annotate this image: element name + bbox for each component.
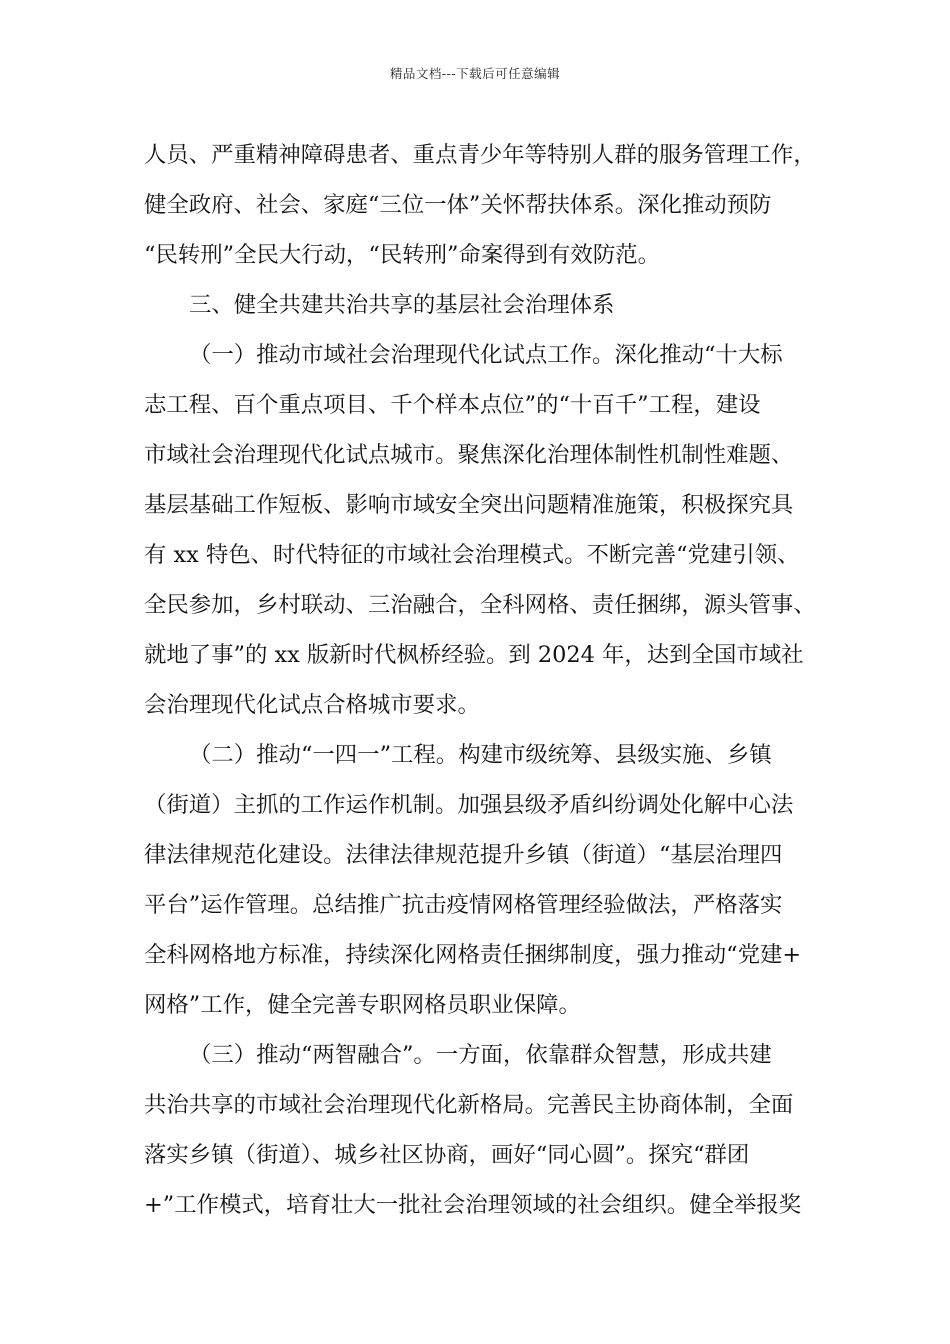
document-body bbox=[144, 130, 816, 1230]
paragraph-start: （一）推动市域社会治理现代化试点工作。深化推动“十大标 bbox=[189, 342, 783, 368]
text-line: 全科网格地方标准，持续深化网格责任捆绑制度，强力推动“党建+ bbox=[144, 942, 802, 968]
text-line: 市域社会治理现代化试点城市。聚焦深化治理体制性机制性难题、 bbox=[144, 442, 794, 468]
text-line: 志工程、百个重点项目、千个样本点位”的“十百千”工程，建设 bbox=[144, 392, 761, 418]
section-heading: 三、健全共建共治共享的基层社会治理体系 bbox=[189, 292, 615, 318]
text-line: （街道）主抓的工作运作机制。加强县级矛盾纠纷调处化解中心法 bbox=[144, 792, 794, 818]
text-line: 全民参加，乡村联动、三治融合，全科网格、责任捆绑，源头管事、 bbox=[144, 592, 816, 618]
text-line: 网格”工作，健全完善专职网格员职业保障。 bbox=[144, 992, 581, 1018]
text-line: 基层基础工作短板、影响市域安全突出问题精准施策，积极探究具 bbox=[144, 492, 794, 518]
text-line: 共治共享的市域社会治理现代化新格局。完善民主协商体制，全面 bbox=[144, 1092, 794, 1118]
page-header: 精品文档---下载后可任意编辑 bbox=[389, 66, 561, 81]
paragraph-start: （二）推动“一四一”工程。构建市级统筹、县级实施、乡镇 bbox=[189, 742, 772, 768]
text-line: 就地了事”的 xx 版新时代枫桥经验。到 2024 年，达到全国市域社 bbox=[144, 642, 804, 668]
text-line: 落实乡镇（街道）、城乡社区协商，画好“同心圆”。探究“群团 bbox=[144, 1142, 750, 1168]
text-line: 有 xx 特色、时代特征的市域社会治理模式。不断完善“党建引领、 bbox=[144, 542, 800, 568]
text-line: 律法律规范化建设。法律法律规范提升乡镇（街道）“基层治理四 bbox=[144, 842, 783, 868]
text-line: 平台”运作管理。总结推广抗击疫情网格管理经验做法，严格落实 bbox=[144, 892, 783, 918]
text-line: +”工作模式，培育壮大一批社会治理领域的社会组织。健全举报奖 bbox=[144, 1192, 802, 1218]
text-line: “民转刑”全民大行动，“民转刑”命案得到有效防范。 bbox=[144, 242, 660, 268]
text-line: 人员、严重精神障碍患者、重点青少年等特别人群的服务管理工作， bbox=[144, 142, 816, 168]
paragraph-start: （三）推动“两智融合”。一方面，依靠群众智慧，形成共建 bbox=[189, 1042, 772, 1068]
text-line: 健全政府、社会、家庭“三位一体”关怀帮扶体系。深化推动预防 bbox=[144, 192, 772, 218]
text-line: 会治理现代化试点合格城市要求。 bbox=[144, 692, 480, 718]
